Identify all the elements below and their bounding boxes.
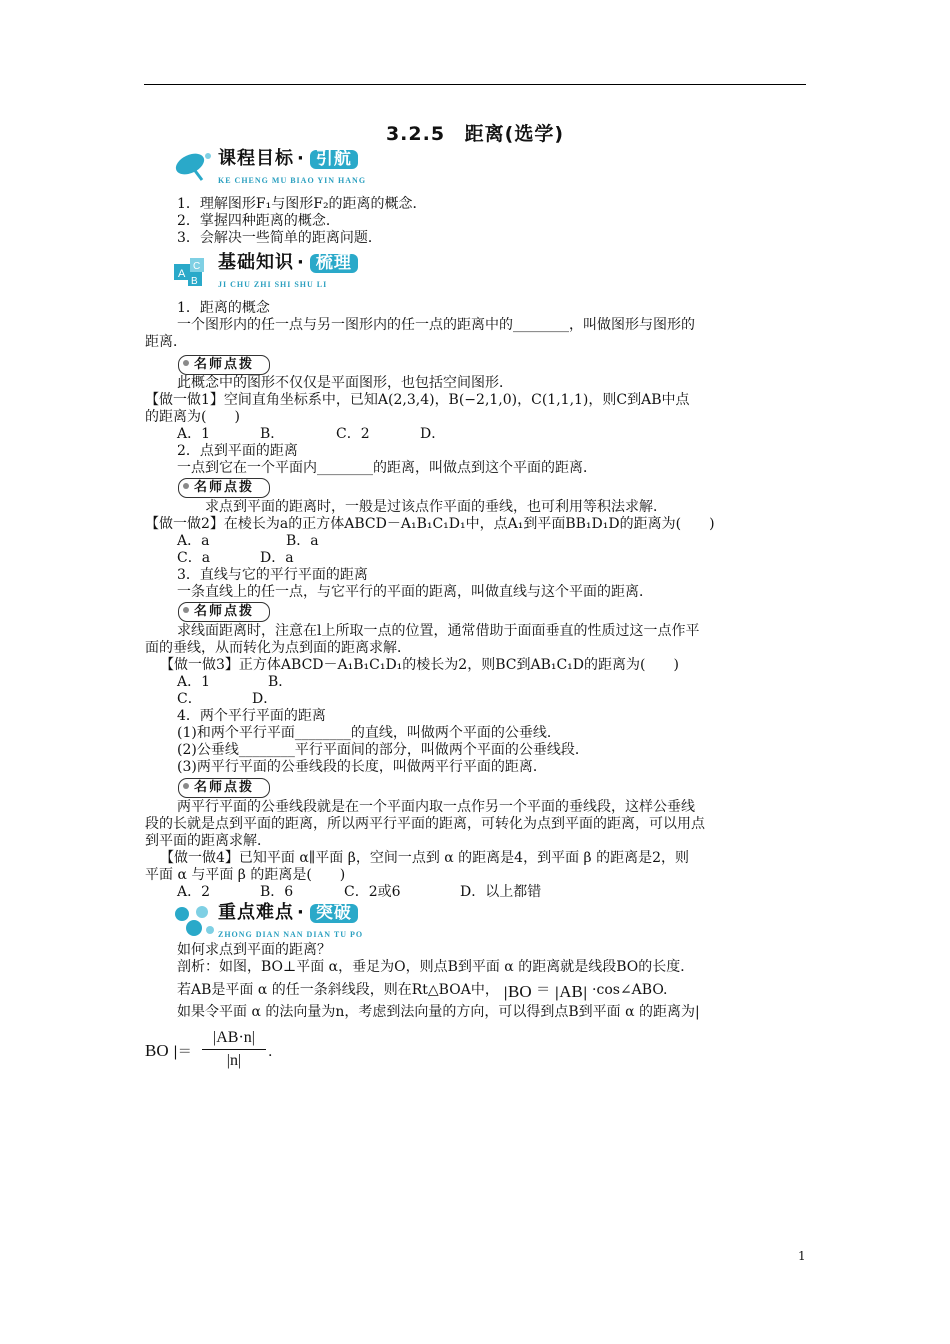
- goal-item: 1．理解图形F₁与图形F₂的距离的概念．: [177, 196, 427, 212]
- tip-badge: 名师点拨: [178, 355, 270, 375]
- text-line: (1)和两个平行平面________的直线，叫做两个平面的公垂线．: [177, 725, 561, 741]
- option-a: A．1: [177, 426, 211, 442]
- tip-badge: 名师点拨: [178, 778, 270, 798]
- text-line: 4．两个平行平面的距离: [177, 708, 326, 724]
- option-b: B．: [268, 674, 293, 690]
- text-line: 求点到平面的距离时，一般是过该点作平面的垂线，也可利用等积法求解．: [205, 499, 667, 515]
- option-c: C．2: [336, 426, 370, 442]
- option-c: C．: [177, 691, 202, 707]
- vector-bo: |BO: [503, 982, 532, 1001]
- section-title: 距离(选学): [464, 123, 565, 145]
- text-line: 若AB是平面 α 的任一条斜线段，则在Rt△BOA中， |BO ＝ |AB| ·cos∠ABO.: [177, 982, 668, 1001]
- goals-banner-subtitle: KE CHENG MU BIAO YIN HANG: [218, 176, 367, 185]
- basics-banner-tag: 梳理: [310, 254, 358, 273]
- option-d: D．以上都错: [460, 884, 542, 900]
- key-banner-subtitle: ZHONG DIAN NAN DIAN TU PO: [218, 930, 364, 939]
- text-line: 如果令平面 α 的法向量为n，考虑到法向量的方向，可以得到点B到平面 α 的距离为|: [177, 1004, 700, 1020]
- exercise-2: 【做一做2】在棱长为a的正方体ABCD－A₁B₁C₁D₁中，点A₁到平面BB₁D₁D的距离为( ): [145, 516, 715, 532]
- option-d: D．: [252, 691, 278, 707]
- molecule-icon: [172, 904, 216, 938]
- option-b: B．6: [260, 884, 294, 900]
- basics-banner-subtitle: JI CHU ZHI SHI SHU LI: [218, 280, 328, 289]
- abc-blocks-icon: [172, 254, 216, 288]
- goal-item: 2．掌握四种距离的概念．: [177, 213, 340, 229]
- text-line: 3．直线与它的平行平面的距离: [177, 567, 368, 583]
- text-line: 一条直线上的任一点，与它平行的平面的距离，叫做直线与这个平面的距离．: [177, 584, 653, 600]
- option-c: C．2或6: [344, 884, 401, 900]
- svg-text:C: C: [193, 261, 201, 272]
- formula-lhs: BO |＝: [145, 1041, 192, 1060]
- formula-fraction: |AB·n| |n|: [202, 1028, 266, 1071]
- section-number: 3.2.5: [385, 123, 446, 145]
- text-line: 距离．: [145, 334, 187, 350]
- goals-banner-tag: 引航: [310, 150, 358, 169]
- option-d: D．a: [260, 550, 294, 566]
- tip-badge: 名师点拨: [178, 478, 270, 498]
- text-line: 平面 α 与平面 β 的距离是( ): [145, 867, 346, 883]
- option-a: A．2: [177, 884, 211, 900]
- text-line: 面的垂线，从而转化为点到面的距离求解．: [145, 640, 411, 656]
- exercise-4: 【做一做4】已知平面 α∥平面 β，空间一点到 α 的距离是4，到平面 β 的距离是2，则: [160, 850, 689, 866]
- satellite-dish-icon: [172, 150, 216, 184]
- text-line: (3)两平行平面的公垂线段的长度，叫做两平行平面的距离．: [177, 759, 547, 775]
- text-line: 段的长就是点到平面的距离，所以两平行平面的距离，可转化为点到平面的距离，可以用点: [145, 816, 705, 832]
- option-b: B．: [260, 426, 285, 442]
- header-rule: [144, 84, 806, 85]
- option-c: C．a: [177, 550, 211, 566]
- option-d: D．: [420, 426, 446, 442]
- page-title: [0, 123, 950, 145]
- basics-banner-title: 基础知识: [218, 252, 294, 273]
- text-line: 的距离为( ): [145, 409, 240, 425]
- page-number: 1: [798, 1249, 806, 1263]
- exercise-3: 【做一做3】正方体ABCD－A₁B₁C₁D₁的棱长为2，则BC到AB₁C₁D的距离为( ): [160, 657, 679, 673]
- text-line: 如何求点到平面的距离？: [177, 942, 331, 958]
- text-line: 到平面的距离求解．: [145, 833, 271, 849]
- goals-banner-title: 课程目标: [218, 148, 294, 169]
- vector-ab: |AB|: [554, 982, 588, 1001]
- key-banner-title: 重点难点: [218, 902, 294, 923]
- option-a: A．1: [177, 674, 211, 690]
- text-line: (2)公垂线________平行平面间的部分，叫做两个平面的公垂线段．: [177, 742, 589, 758]
- text-line: 1．距离的概念: [177, 300, 270, 316]
- key-banner-tag: 突破: [310, 904, 358, 923]
- option-a: A．a: [177, 533, 210, 549]
- formula-end: .: [268, 1044, 273, 1060]
- text-line: 此概念中的图形不仅仅是平面图形，也包括空间图形．: [177, 375, 513, 391]
- goal-item: 3．会解决一些简单的距离问题．: [177, 230, 382, 246]
- text-line: 求线面距离时，注意在l上所取一点的位置，通常借助于面面垂直的性质过这一点作平: [177, 623, 700, 639]
- svg-text:B: B: [191, 276, 198, 287]
- exercise-1: 【做一做1】空间直角坐标系中，已知A(2,3,4)，B(−2,1,0)，C(1,1,1)，则C到AB中点: [145, 392, 690, 408]
- option-b: B．a: [286, 533, 319, 549]
- text-line: 两平行平面的公垂线段就是在一个平面内取一点作另一个平面的垂线段，这样公垂线: [177, 799, 695, 815]
- text-line: 剖析：如图，BO⊥平面 α，垂足为O，则点B到平面 α 的距离就是线段BO的长度．: [177, 959, 695, 975]
- text-line: 一个图形内的任一点与另一图形内的任一点的距离中的________，叫做图形与图形的: [177, 317, 695, 333]
- text-line: 2．点到平面的距离: [177, 443, 298, 459]
- tip-badge: 名师点拨: [178, 602, 270, 622]
- svg-text:A: A: [178, 268, 186, 280]
- text-line: 一点到它在一个平面内________的距离，叫做点到这个平面的距离．: [177, 460, 597, 476]
